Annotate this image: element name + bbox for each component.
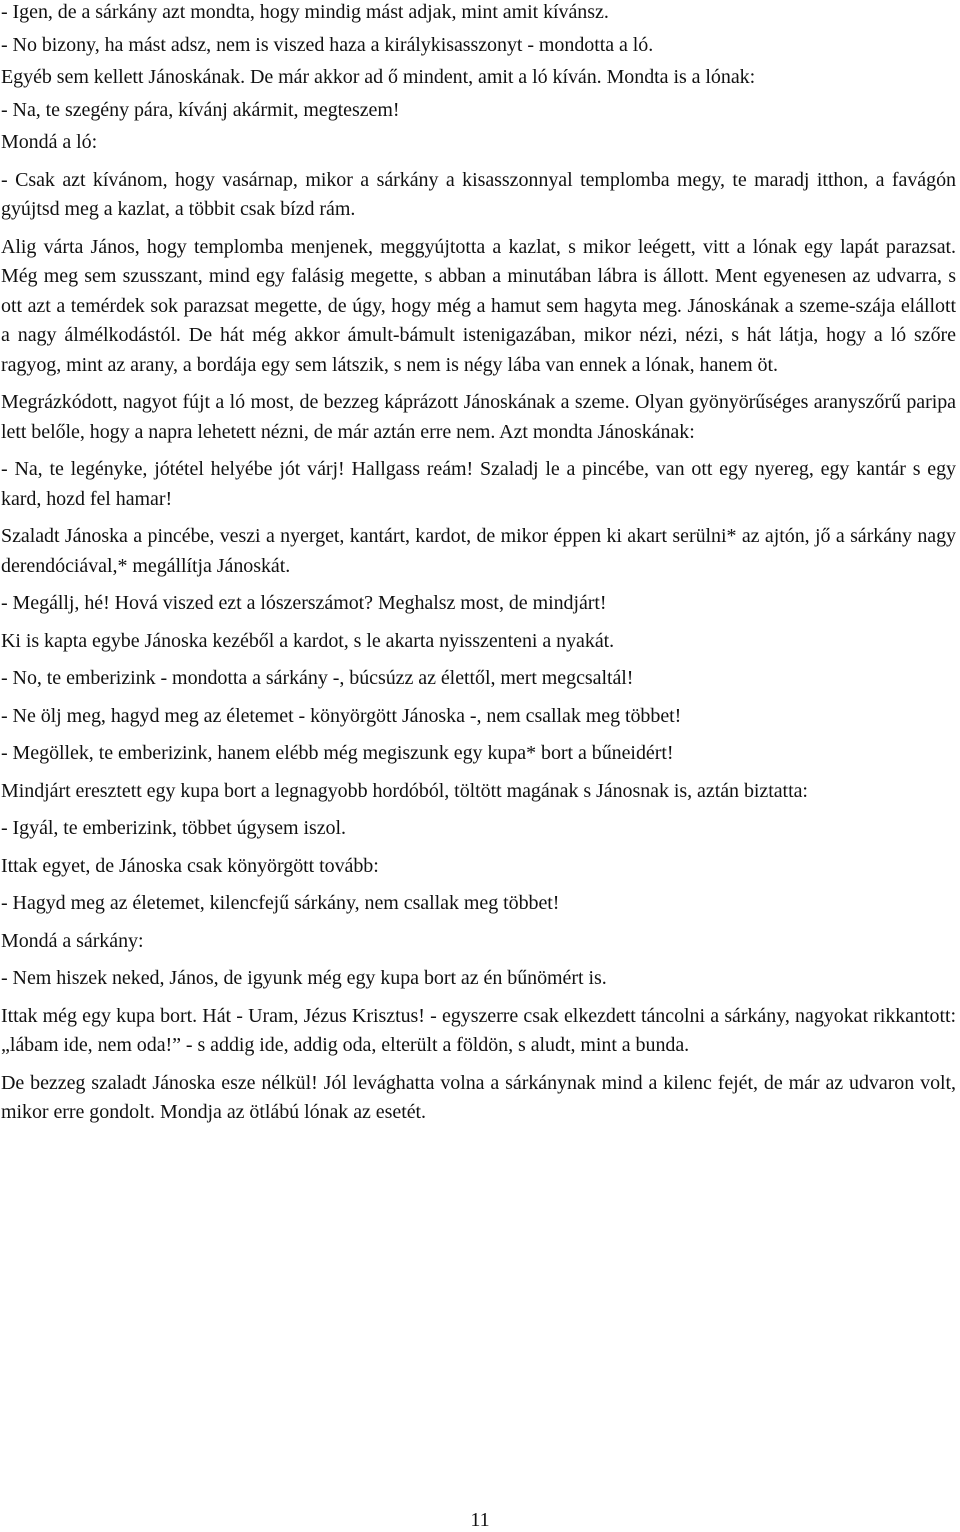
paragraph: Alig várta János, hogy templomba menjenek, meggyújtotta a kazlat, s mikor leégett, vitt a lónak egy lapát parazsat. Még meg sem szusszant, mind egy falásig megette, s abban a minutában lábra is állott. Ment egyenesen az udvarra, s ott azt a temérdek sok parazsat megette, de úgy, hogy még a hamut sem hagyta meg. Jánoskának a szeme-szája elállott a nagy álmélkodástól. De hát még akkor ámult-bámult istenigazában, mikor nézi, nézi, s hát látja, hogy a ló szőre ragyog, mint az arany, a bordája egy sem látszik, s nem is négy lába van ennek a lónak, hanem öt. (1, 235, 956, 376)
paragraph: - Megállj, hé! Hová viszed ezt a lószerszámot? Meghalsz most, de mindjárt! (1, 592, 607, 614)
paragraph: - No bizony, ha mást adsz, nem is viszed haza a királykisasszonyt - mondotta a ló. (1, 33, 654, 56)
page-number: 11 (470, 1509, 490, 1531)
paragraph: Egyéb sem kellett Jánoskának. De már akkor ad ő mindent, amit a ló kíván. Mondta is a lónak: (1, 66, 756, 88)
paragraph: - Ne ölj meg, hagyd meg az életemet - könyörgött Jánoska -, nem csallak meg többet! (1, 704, 682, 727)
paragraph: - Megöllek, te emberizink, hanem elébb még megiszunk egy kupa* bort a bűneidért! (1, 742, 674, 764)
paragraph: - Csak azt kívánom, hogy vasárnap, mikor a sárkány a kisasszonnyal templomba megy, te maradj itthon, a favágón gyújtsd meg a kazlat, a többit csak bízd rám. (1, 168, 956, 220)
paragraph: Ki is kapta egybe Jánoska kezéből a kardot, s le akarta nyisszenteni a nyakát. (1, 629, 615, 652)
paragraph: - Nem hiszek neked, János, de igyunk még egy kupa bort az én bűnömért is. (1, 967, 607, 989)
paragraph: - Na, te legényke, jótétel helyébe jót várj! Hallgass reám! Szaladj le a pincébe, van ott egy nyereg, egy kantár s egy kard, hozd fel hamar! (1, 458, 956, 510)
paragraph: Mondá a sárkány: (1, 929, 144, 952)
paragraph: Ittak még egy kupa bort. Hát - Uram, Jézus Krisztus! - egyszerre csak elkezdett táncolni a sárkány, nagyokat rikkantott: „lábam ide, nem oda!” - s addig ide, addig oda, elterült a földön, s aludt, mint a bunda. (1, 1004, 956, 1056)
paragraph: Ittak egyet, de Jánoska csak könyörgött tovább: (1, 854, 379, 877)
paragraph: - Igyál, te emberizink, többet úgysem iszol. (1, 817, 346, 839)
paragraph: Mondá a ló: (1, 131, 98, 153)
story-text (1, 0, 956, 1136)
paragraph: De bezzeg szaladt Jánoska esze nélkül! Jól levághatta volna a sárkánynak mind a kilenc fejét, de már az udvaron volt, mikor erre gondolt. Mondja az ötlábú lónak az esetét. (1, 1071, 956, 1123)
paragraph: - Hagyd meg az életemet, kilencfejű sárkány, nem csallak meg többet! (1, 892, 560, 914)
paragraph: - No, te emberizink - mondotta a sárkány -, búcsúzz az élettől, mert megcsaltál! (1, 667, 634, 689)
paragraph: Mindjárt eresztett egy kupa bort a legnagyobb hordóból, töltött magának s Jánosnak is, aztán biztatta: (1, 779, 808, 802)
paragraph: - Na, te szegény pára, kívánj akármit, megteszem! (1, 98, 400, 121)
paragraph: Szaladt Jánoska a pincébe, veszi a nyerget, kantárt, kardot, de mikor éppen ki akart serülni* az ajtón, jő a sárkány nagy derendóciával,* megállítja Jánoskát. (1, 525, 956, 577)
paragraph: Megrázkódott, nagyot fújt a ló most, de bezzeg káprázott Jánoskának a szeme. Olyan gyönyörűséges aranyszőrű paripa lett belőle, hogy a napra lehetett nézni, de már aztán erre nem. Azt mondta Jánoskának: (1, 391, 956, 443)
paragraph: - Igen, de a sárkány azt mondta, hogy mindig mást adjak, mint amit kívánsz. (1, 1, 609, 23)
